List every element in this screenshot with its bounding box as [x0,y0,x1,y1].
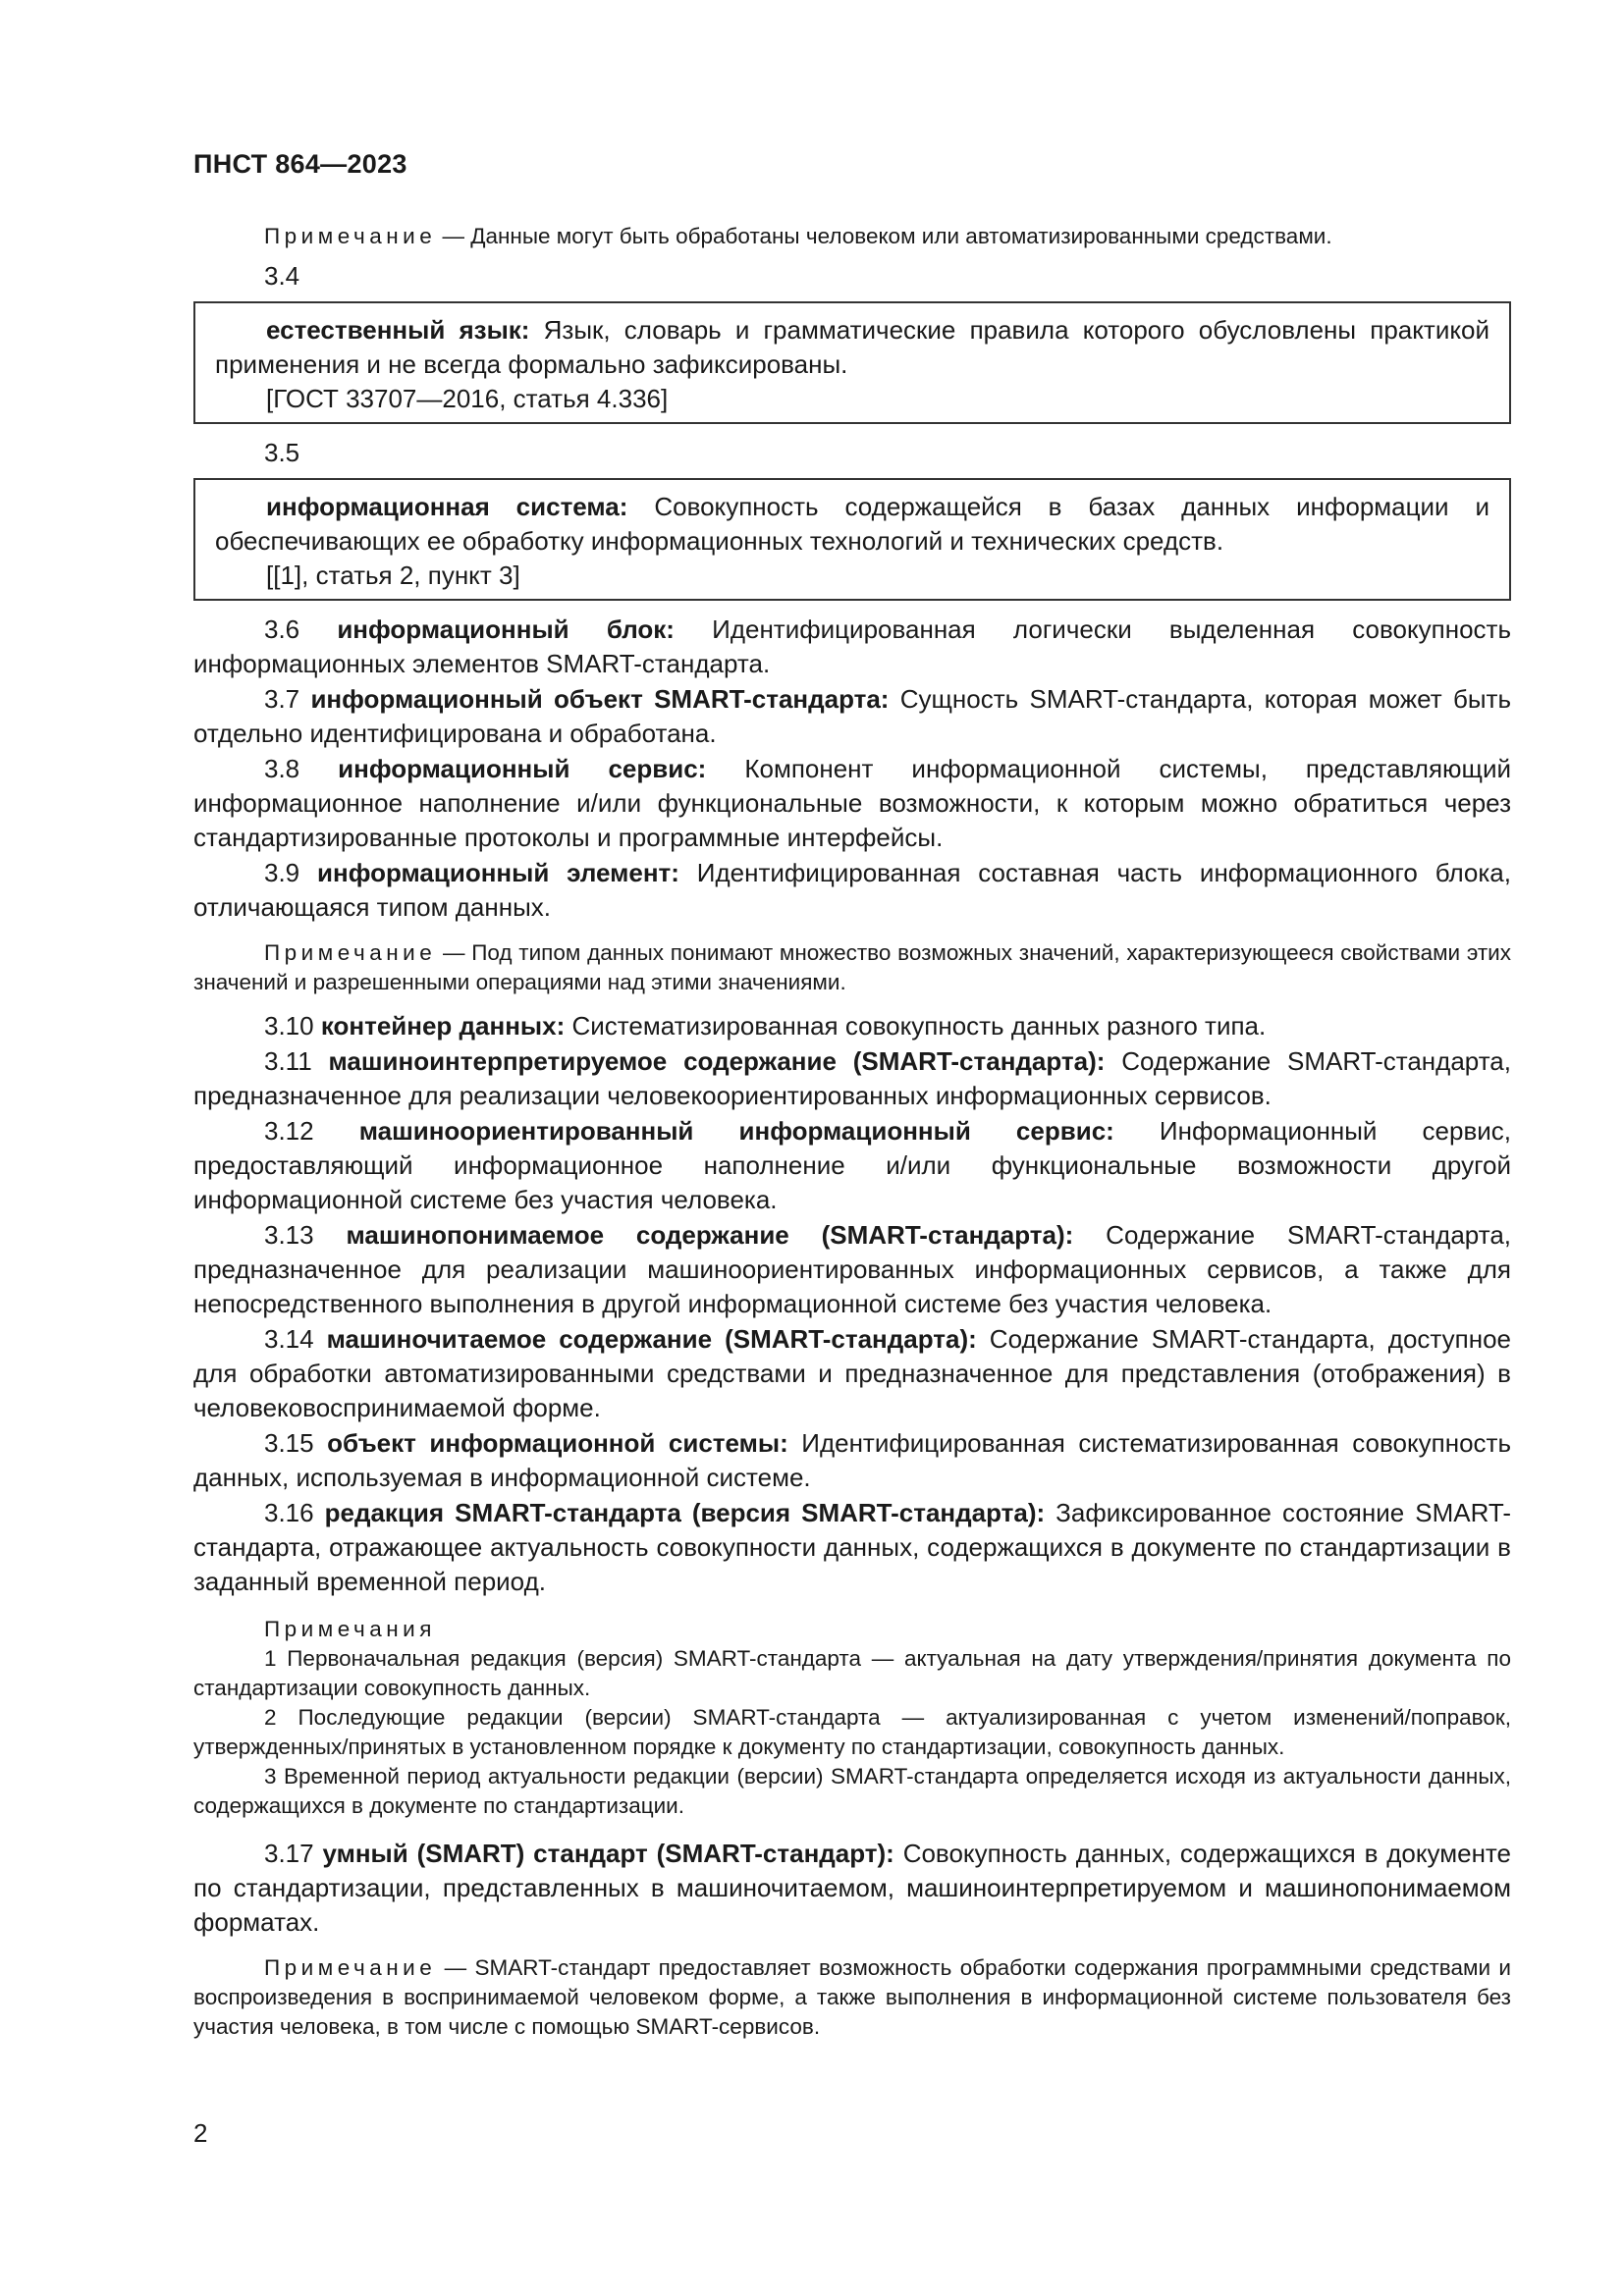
note-text: — Под типом данных понимают множество возможных значений, характеризующееся свойствами этих значений и разрешенными операциями над этими значениями. [193,940,1511,994]
term-definition: Информационный сервис, предоставляющий информационное наполнение и/или функциональные возможности другой информационной системе без участия человека. [193,1116,1512,1214]
term-definition: Компонент информационной системы, представляющий информационное наполнение и/или функциональные возможности, к которым можно обратиться через стандартизированные протоколы и программные интерфейсы. [193,754,1511,852]
term-name: машиноинтерпретируемое содержание (SMART-стандарта): [328,1046,1106,1076]
term-number: 3.15 [264,1428,328,1458]
term-definition: Содержание SMART-стандарта, предназначенное для реализации машиноориентированных информационных сервисов, а также для непосредственного выполнения в другой информационной системе без участия человека. [193,1220,1511,1318]
term-entry [193,1426,1511,1495]
term-number: 3.7 [264,684,311,714]
term-definition: Идентифицированная составная часть информационного блока, отличающаяся типом данных. [193,858,1511,922]
note-item: 3 Временной период актуальности редакции (версии) SMART-стандарта определяется исходя из актуальности данных, содержащихся в документе по стандартизации. [193,1764,1511,1818]
document-header: ПНСТ 864—2023 [193,149,407,179]
page-number: 2 [193,2118,208,2148]
term-entry [193,1009,1511,1043]
term-definition: Сущность SMART-стандарта, которая может быть отдельно идентифицирована и обработана. [193,684,1511,748]
note-text: — Данные могут быть обработаны человеком или автоматизированными средствами. [436,224,1332,248]
term-name: информационный элемент: [317,858,679,887]
term-box-3-4 [193,301,1511,424]
term-definition: Зафиксированное состояние SMART-стандарта, отражающее актуальность совокупности данных, содержащихся в документе по стандартизации в заданный временной период. [193,1498,1512,1596]
term-name: редакция SMART-стандарта (версия SMART-стандарта): [324,1498,1046,1527]
term-3-17 [193,1837,1511,1940]
term-definition: Содержание SMART-стандарта, доступное для обработки автоматизированными средствами и предназначенное для представления (отображения) в человековоспринимаемой форме. [193,1324,1511,1422]
term-definition: Идентифицированная логически выделенная совокупность информационных элементов SMART-стандарта. [193,614,1511,678]
term-name: контейнер данных: [320,1011,566,1041]
note-item: 1 Первоначальная редакция (версия) SMART-стандарта — актуальная на дату утверждения/принятия документа по стандартизации совокупность данных. [193,1646,1511,1700]
note-label: Примечание [264,940,437,965]
term-number: 3.11 [264,1046,329,1076]
term-name: объект информационной системы: [327,1428,788,1458]
term-entry [193,1837,1511,1940]
term-entry [193,1044,1511,1113]
term-number: 3.17 [264,1839,323,1868]
term-number-3-5: 3.5 [264,438,300,467]
term-entry [193,1114,1511,1217]
term-entry [193,1218,1511,1321]
term-number: 3.9 [264,858,317,887]
note-label: Примечание [264,1955,437,1980]
term-box-3-5 [193,478,1511,601]
term-definition: Содержание SMART-стандарта, предназначенное для реализации человекоориентированных информационных сервисов. [193,1046,1511,1110]
term-name: информационный сервис: [338,754,707,783]
page-content [193,222,1511,2042]
term-entry [193,1322,1511,1425]
term-number: 3.10 [264,1011,321,1041]
term-number: 3.8 [264,754,339,783]
term-number: 3.13 [264,1220,347,1250]
term-number: 3.16 [264,1498,325,1527]
term-name: машиночитаемое содержание (SMART-стандарта): [326,1324,977,1354]
term-definition: Идентифицированная систематизированная совокупность данных, используемая в информационной системе. [193,1428,1512,1492]
term-entry [193,1496,1511,1599]
term-list-b [193,1009,1511,1599]
term-reference: [[1], статья 2, пункт 3] [266,561,520,590]
term-number: 3.14 [264,1324,327,1354]
term-entry [193,856,1511,925]
term-definition: Совокупность данных, содержащихся в документе по стандартизации, представленных в машиночитаемом, машиноинтерпретируемом и машинопонимаемом форматах. [193,1839,1512,1937]
term-reference: [ГОСТ 33707—2016, статья 4.336] [266,384,669,413]
notes-label [193,1615,1511,1644]
term-name: машинопонимаемое содержание (SMART-стандарта): [346,1220,1074,1250]
term-number: 3.12 [264,1116,359,1146]
term-number: 3.6 [264,614,338,644]
note-bottom [193,1953,1511,2042]
note-top [193,222,1511,251]
term-name: информационный блок: [337,614,675,644]
term-definition: Совокупность содержащейся в базах данных информации и обеспечивающих ее обработку информационных технологий и технических средств. [215,492,1489,556]
term-name: информационный объект SMART-стандарта: [310,684,890,714]
term-entry [193,613,1511,681]
term-name: умный (SMART) стандарт (SMART-стандарт): [322,1839,894,1868]
notes-block [193,1615,1511,1821]
term-definition: Язык, словарь и грамматические правила которого обусловлены практикой применения и не всегда формально зафиксированы. [215,315,1490,379]
note-text: — SMART-стандарт предоставляет возможность обработки содержания программными средствами и воспроизведения в воспринимаемой человеком форме, а также выполнения в информационной системе пользователя без участия человека, в том числе с помощью SMART-сервисов. [193,1955,1511,2039]
term-name: машиноориентированный информационный сервис: [358,1116,1114,1146]
note-label: Примечание [264,224,437,248]
term-name: естественный язык: [266,315,530,345]
term-entry [193,752,1511,855]
term-list-a [193,613,1511,925]
note-mid [193,938,1511,997]
term-definition: Систематизированная совокупность данных разного типа. [565,1011,1267,1041]
term-name: информационная система: [266,492,628,521]
term-number-3-4: 3.4 [264,261,300,291]
note-item: 2 Последующие редакции (версии) SMART-стандарта — актуализированная с учетом изменений/поправок, утвержденных/принятых в установленном порядке к документу по стандартизации, совокупность данных. [193,1705,1511,1759]
note-label: Примечания [264,1617,436,1641]
term-entry [193,682,1511,751]
